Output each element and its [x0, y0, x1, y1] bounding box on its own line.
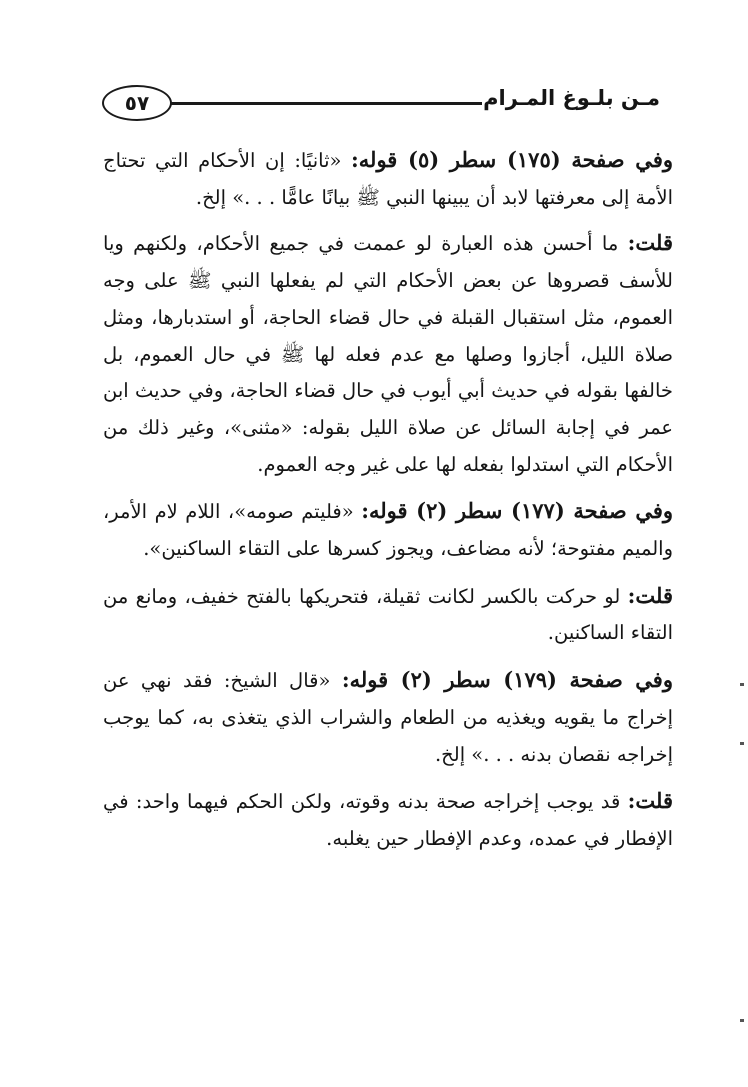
paragraph-3 — [103, 493, 673, 567]
paragraph-lead: وفي صفحة (١٧٧) سطر (٢) قوله: — [361, 498, 674, 524]
paragraph-text: لو حركت بالكسر لكانت ثقيلة، فتحريكها بالفتح خفيف، ومانع من التقاء الساكنين. — [103, 584, 673, 645]
page-header — [100, 82, 660, 126]
paragraph-text: «قال الشيخ: فقد نهي عن إخراج ما يقويه ويغذيه من الطعام والشراب الذي يتغذى به، كما يوجب إخراجه نقصان بدنه . . .» إلخ. — [103, 669, 673, 766]
paragraph-1 — [103, 142, 673, 216]
paragraph-lead: قلت: — [627, 582, 673, 608]
paragraph-text: «ثانيًا: إن الأحكام التي تحتاج الأمة إلى معرفتها لابد أن يبينها النبي ﷺ بيانًا عامًّا . . .» إلخ. — [103, 149, 673, 209]
page-body — [103, 142, 673, 868]
page-number: ٥٧ — [102, 85, 172, 121]
paragraph-lead: وفي صفحة (١٧٥) سطر (٥) قوله: — [351, 147, 673, 172]
paragraph-4 — [103, 578, 673, 652]
paragraph-text: ما أحسن هذه العبارة لو عممت في جميع الأحكام، ولكنهم ويا للأسف قصروها عن بعض الأحكام التي لم يفعلها النبي ﷺ على وجه العموم، مثل استقبال القبلة في حال قضاء الحاجة، أو استدبارها، ومثل صلاة الليل، أجازوا وصلها مع عدم فعله لها ﷺ في حال العموم، بل خالفها بقوله في حديث أبي أيوب في حال قضاء الحاجة، وفي حديث ابن عمر في إجابة السائل عن صلاة الليل بقوله: «مثنى»، وغير ذلك من الأحكام التي استدلوا بفعله لها على غير وجه العموم. — [103, 232, 673, 476]
scan-speck — [740, 683, 744, 686]
paragraph-2 — [103, 225, 673, 483]
paragraph-text: «فليتم صومه»، اللام لام الأمر، والميم مفتوحة؛ لأنه مضاعف، ويجوز كسرها على التقاء الساكنين». — [103, 500, 673, 561]
running-title: مـن بلـوغ المـرام — [483, 86, 660, 110]
paragraph-5 — [103, 662, 673, 773]
paragraph-text: قد يوجب إخراجه صحة بدنه وقوته، ولكن الحكم فيهما واحد: في الإفطار في عمده، وعدم الإفطار حين يغلبه. — [103, 790, 673, 850]
scan-speck — [740, 742, 744, 745]
paragraph-6 — [103, 783, 673, 857]
header-rule — [170, 102, 482, 105]
paragraph-lead: قلت: — [627, 230, 673, 256]
paragraph-lead: قلت: — [627, 788, 673, 814]
paragraph-lead: وفي صفحة (١٧٩) سطر (٢) قوله: — [341, 667, 673, 693]
scan-speck — [740, 1019, 744, 1022]
